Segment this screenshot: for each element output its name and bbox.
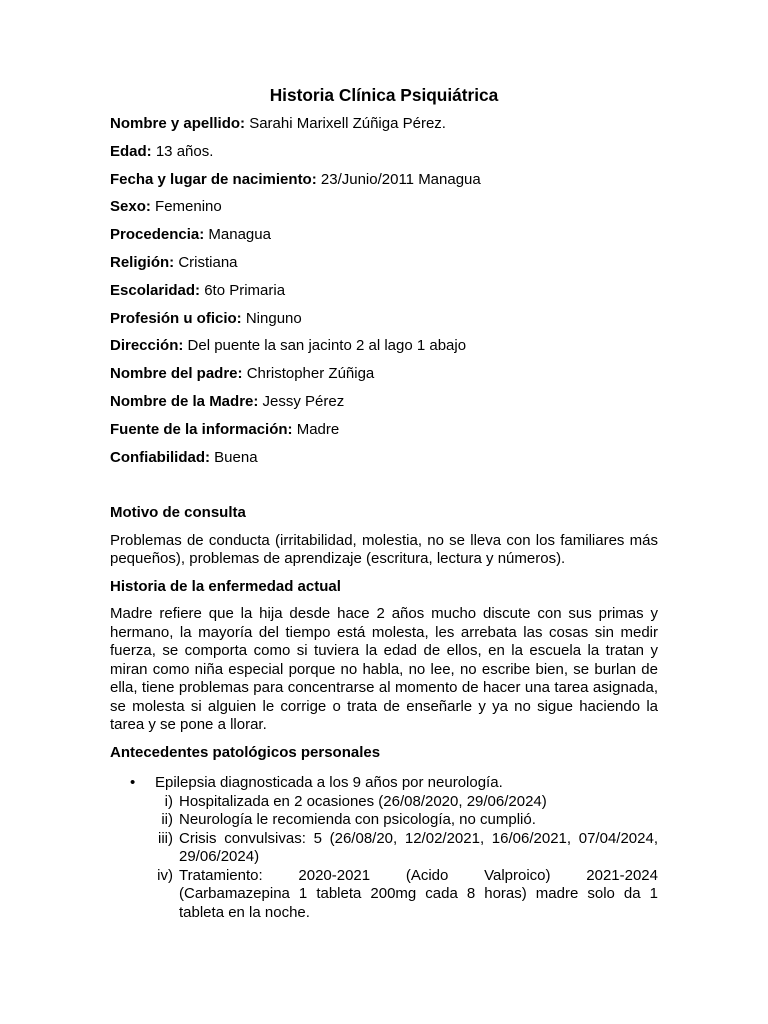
document-title: Historia Clínica Psiquiátrica (269, 85, 499, 105)
field-label: Nombre de la Madre: (110, 392, 259, 410)
bullet-icon: • (130, 774, 136, 792)
sub-item-number: iv) (157, 866, 173, 884)
sub-item-text-rest: (Carbamazepina 1 tableta 200mg cada 8 horas) madre solo da 1 tableta en la noche. (179, 885, 658, 921)
field-label: Sexo: (110, 198, 151, 216)
field-label: Nombre y apellido: (110, 115, 246, 132)
motivo-heading: Motivo de consulta (110, 504, 246, 522)
field-label: Religión: (110, 253, 175, 271)
sub-item-number: iii) (158, 829, 173, 847)
field-value: Jessy Pérez (258, 392, 345, 410)
historia-text: Madre refiere que la hija desde hace 2 años mucho discute con sus primas y hermano, la mayoría del tiempo está molesta, les arrebata las cosas sin medir fuerza, se comporta como si tuviera la edad de ellos, en la escuela la tratan y miran como niña especial porque no habla, no lee, no escribe bien, se burlan de ella, tiene problemas para concentrarse al momento de hacer una tarea asignada, se molesta si alguien le corrige o trata de enseñarle y ya no sigue haciendo la tarea y se pone a llorar. (110, 605, 658, 734)
sub-list-item (110, 830, 658, 867)
field-value: Christopher Zúñiga (242, 365, 375, 383)
list-item (110, 774, 658, 793)
field-sexo (110, 198, 658, 217)
field-value: 13 años. (151, 142, 214, 160)
field-value: Madre (292, 420, 340, 438)
sub-item-number: ii) (161, 811, 173, 829)
sub-list-item (110, 867, 658, 923)
field-procedencia (110, 226, 658, 245)
field-value: Sarahi Marixell Zúñiga Pérez. (245, 115, 446, 132)
field-confiabilidad (110, 449, 658, 468)
field-label: Dirección: (110, 337, 184, 355)
antecedentes-heading: Antecedentes patológicos personales (110, 743, 381, 761)
field-religion (110, 254, 658, 273)
sub-item-text: Crisis convulsivas: 5 (26/08/20, 12/02/2021, 16/06/2021, 07/04/2024, 29/06/2024) (179, 829, 658, 866)
sub-item-text: Hospitalizada en 2 ocasiones (26/08/2020, 29/06/2024) (179, 792, 547, 810)
section-spacer (110, 476, 658, 504)
field-direccion (110, 337, 658, 356)
field-value: 6to Primaria (200, 281, 286, 299)
field-fuente (110, 421, 658, 440)
sub-item-text-line1: Tratamiento: 2020-2021 (Acido Valproico) 2021-2024 (179, 866, 658, 884)
field-padre (110, 365, 658, 384)
field-nacimiento (110, 171, 658, 190)
field-label: Procedencia: (110, 226, 205, 244)
field-label: Fuente de la información: (110, 420, 293, 438)
motivo-text: Problemas de conducta (irritabilidad, molestia, no se lleva con los familiares más pequeños), problemas de aprendizaje (escritura, lectura y números). (110, 531, 658, 568)
field-label: Nombre del padre: (110, 365, 243, 383)
field-label: Profesión u oficio: (110, 309, 242, 327)
bullet-text: Epilepsia diagnosticada a los 9 años por neurología. (155, 774, 503, 792)
field-label: Edad: (110, 142, 152, 160)
sub-list-item (110, 793, 658, 812)
field-value: 23/Junio/2011 Managua (316, 170, 481, 188)
field-escolaridad (110, 282, 658, 301)
historia-heading: Historia de la enfermedad actual (110, 577, 341, 595)
field-value: Buena (210, 448, 258, 466)
field-value: Femenino (150, 198, 222, 216)
field-value: Cristiana (174, 253, 238, 271)
field-label: Fecha y lugar de nacimiento: (110, 170, 317, 188)
field-label: Confiabilidad: (110, 448, 210, 466)
patient-fields (110, 115, 658, 467)
field-value: Managua (204, 226, 271, 244)
field-nombre (110, 115, 658, 134)
field-value: Ninguno (241, 309, 302, 327)
sub-list-item (110, 811, 658, 830)
sub-item-text: Neurología le recomienda con psicología, no cumplió. (179, 811, 536, 829)
field-value: Del puente la san jacinto 2 al lago 1 abajo (183, 337, 467, 355)
field-madre (110, 393, 658, 412)
field-profesion (110, 310, 658, 329)
field-label: Escolaridad: (110, 281, 201, 299)
sub-item-number: i) (164, 792, 173, 810)
field-edad (110, 143, 658, 162)
